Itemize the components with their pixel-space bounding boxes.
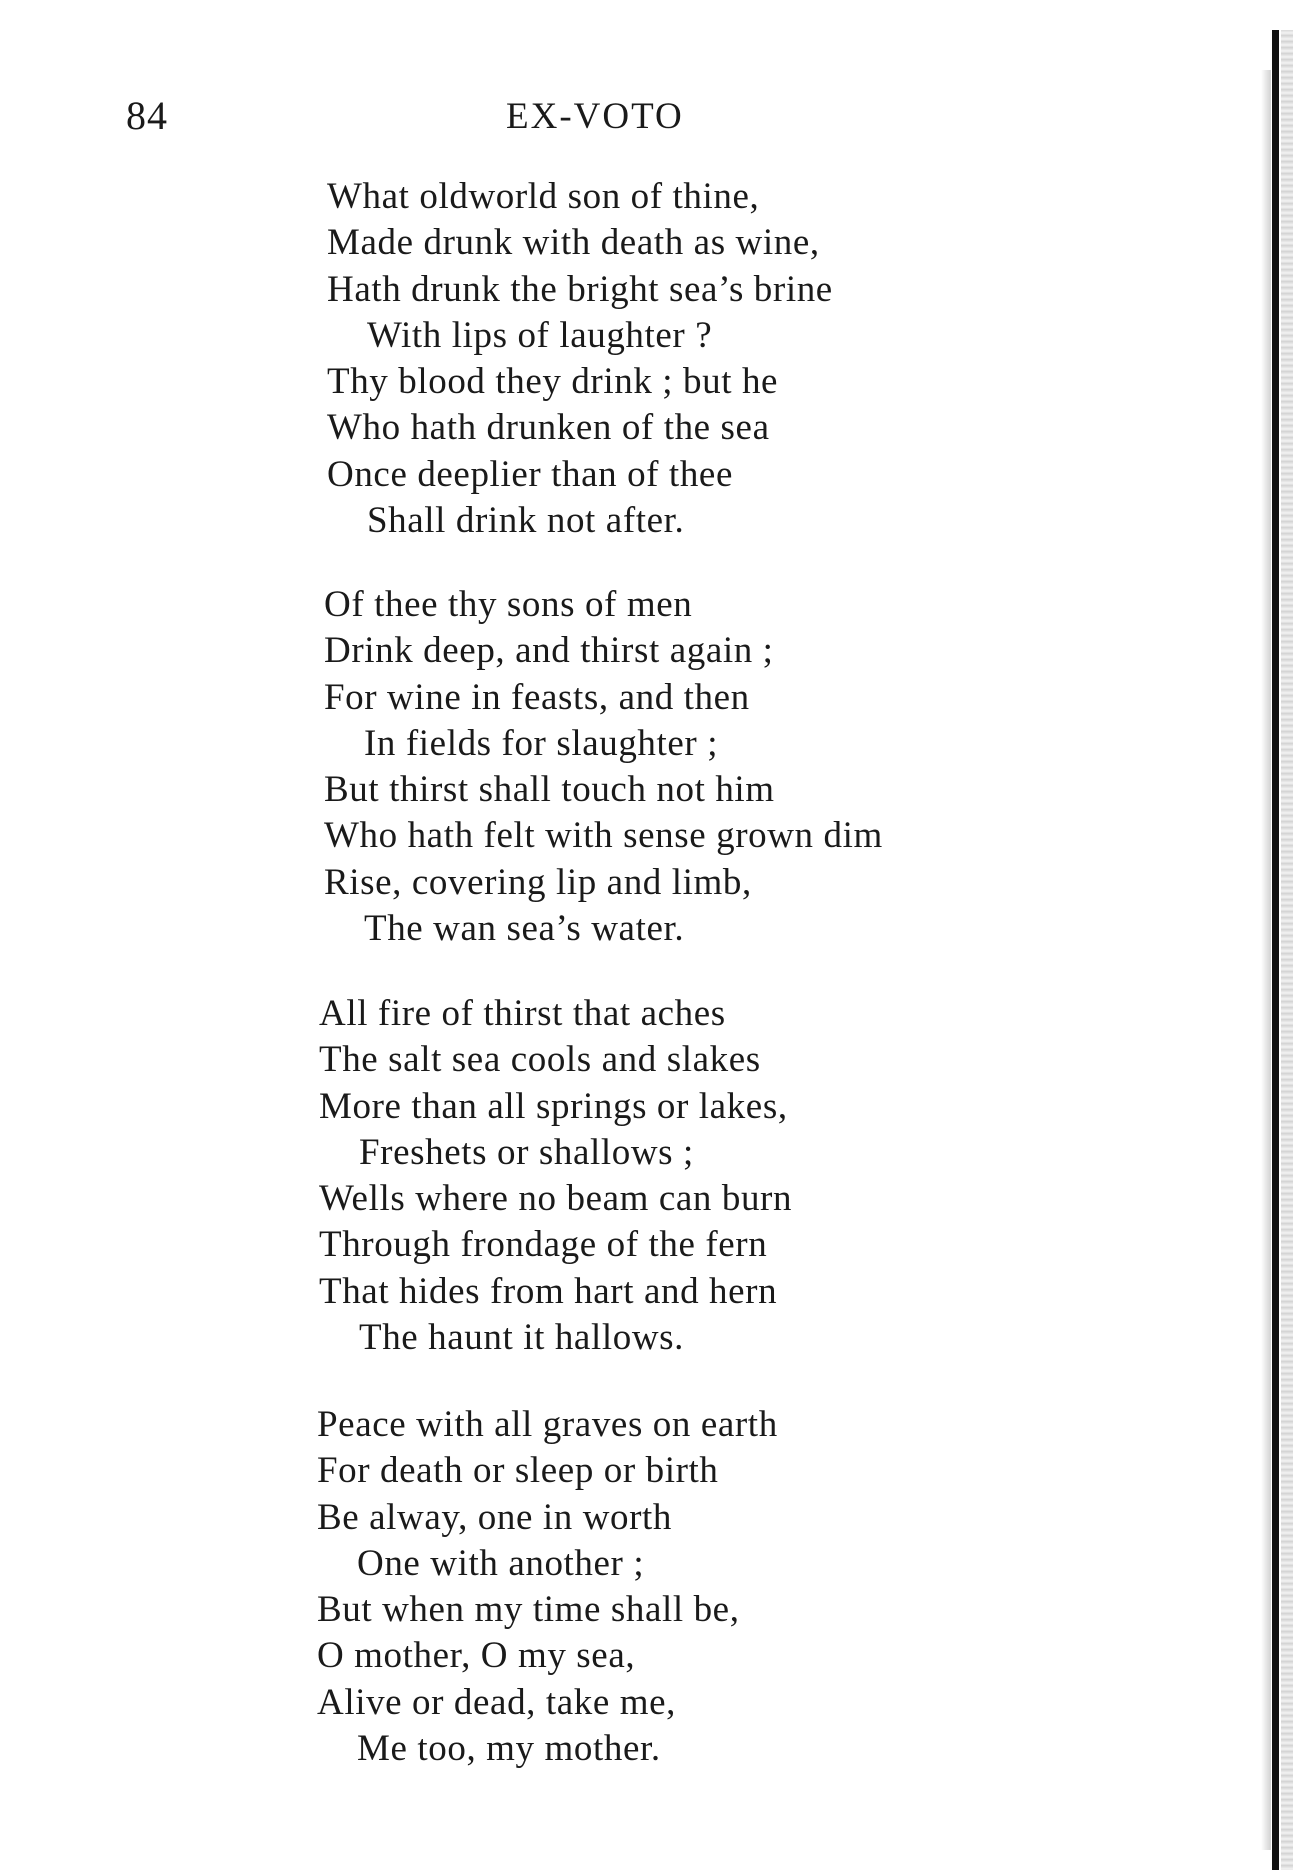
- verse-line: Hath drunk the bright sea’s brine: [327, 268, 833, 310]
- verse-line: Drink deep, and thirst again ;: [324, 630, 774, 672]
- verse-line: Who hath felt with sense grown dim: [324, 815, 883, 857]
- verse-line: Who hath drunken of the sea: [327, 407, 770, 449]
- verse-line: Rise, covering lip and limb,: [324, 861, 752, 903]
- verse-line-indented: In fields for slaughter ;: [364, 722, 719, 764]
- verse-line-indented: Me too, my mother.: [357, 1728, 661, 1770]
- binding-line: [1272, 30, 1279, 1870]
- verse-line: Be alway, one in worth: [317, 1496, 673, 1538]
- verse-line: For wine in feasts, and then: [324, 676, 750, 718]
- verse-line: Alive or dead, take me,: [317, 1681, 676, 1723]
- gutter-shadow: [1261, 70, 1271, 1850]
- stanza: [319, 991, 792, 1361]
- verse-line: What oldworld son of thine,: [327, 176, 760, 217]
- verse-line: More than all springs or lakes,: [319, 1085, 788, 1127]
- verse-line: But when my time shall be,: [317, 1589, 740, 1631]
- page-number: 84: [126, 93, 168, 138]
- verse-line: O mother, O my sea,: [317, 1635, 636, 1677]
- verse-line: Peace with all graves on earth: [317, 1404, 778, 1445]
- stanza: [324, 582, 883, 952]
- verse-line-indented: One with another ;: [357, 1542, 645, 1584]
- verse-line: Wells where no beam can burn: [319, 1178, 793, 1220]
- verse-line-indented: The haunt it hallows.: [359, 1317, 684, 1359]
- verse-line: Thy blood they drink ; but he: [327, 361, 779, 403]
- verse-line: Once deeplier than of thee: [327, 453, 733, 495]
- verse-line-indented: The wan sea’s water.: [364, 908, 685, 950]
- verse-line: But thirst shall touch not him: [324, 769, 775, 811]
- verse-line: Through frondage of the fern: [319, 1224, 768, 1266]
- page-edge-texture: [1281, 30, 1293, 1870]
- verse-line: The salt sea cools and slakes: [319, 1039, 761, 1081]
- page-binding-edge: [1259, 30, 1293, 1870]
- stanza: [317, 1402, 778, 1772]
- verse-line: Made drunk with death as wine,: [327, 222, 820, 264]
- verse-line: Of thee thy sons of men: [324, 584, 693, 625]
- stanza: [327, 174, 833, 544]
- verse-line-indented: Freshets or shallows ;: [359, 1131, 694, 1173]
- verse-line-indented: With lips of laughter ?: [367, 314, 713, 356]
- verse-line: All fire of thirst that aches: [319, 993, 726, 1034]
- verse-line-indented: Shall drink not after.: [367, 500, 685, 542]
- verse-line: That hides from hart and hern: [319, 1270, 778, 1312]
- running-title: EX-VOTO: [506, 96, 684, 137]
- verse-line: For death or sleep or birth: [317, 1450, 719, 1492]
